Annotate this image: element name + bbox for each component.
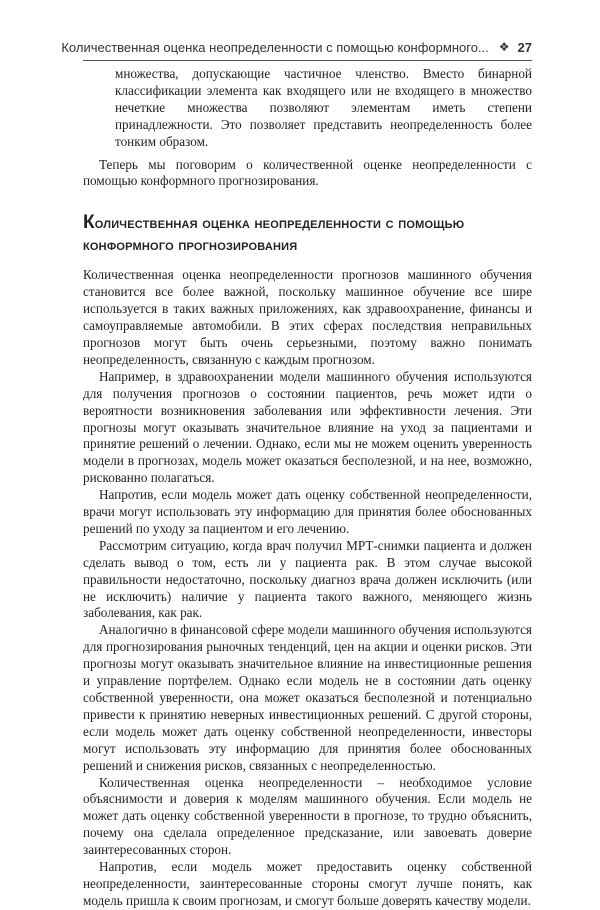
section-heading-rest: оличественная оценка неопределенности с помощью конформного прогнозирования	[83, 215, 465, 255]
running-header	[61, 36, 532, 58]
header-rule	[83, 60, 532, 61]
running-title: Количественная оценка неопределенности с помощью конформного...	[61, 39, 489, 55]
list-item-continuation: множества, допускающие частичное членство. Вместо бинарной классификации элемента как входящего или не входящего в множество нечеткие множества позволяют элементам иметь степени принадлежности. Это позволяет представить неопределенность более тонким образом.	[115, 66, 532, 149]
paragraph: Напротив, если модель может дать оценку собственной неопределенности, врачи могут использовать эту информацию для принятия более обоснованных решений по уходу за пациентом и его лечению.	[83, 487, 532, 536]
page-number: 27	[517, 39, 532, 55]
diamond-ornament-icon: ❖	[498, 40, 510, 54]
paragraph: Напротив, если модель может предоставить оценку собственной неопределенности, заинтересованные стороны смогут лучше понять, как модель пришла к своим прогнозам, и смогут больше доверять качеству модели.	[83, 859, 532, 908]
section-heading-initial: К	[83, 212, 95, 234]
paragraph: Например, в здравоохранении модели машинного обучения используются для получения прогнозов о состоянии пациентов, речь может идти о вероятности возникновения заболевания или эффективности лечения. Эти прогнозы могут оказывать значительное влияние на уход за пациентами и принятие решений о лечении. Однако, если мы не можем оценить уверенность модели в прогнозах, модель может оказаться бесполезной, и на нее, возможно, рискованно полагаться.	[83, 368, 532, 486]
paragraph: Количественная оценка неопределенности прогнозов машинного обучения становится все более важной, поскольку машинное обучение все шире используется в таких важных приложениях, как здравоохранение, финансы и самоуправляемые автомобили. В этих сферах последствия неправильных прогнозов могут быть очень серьезными, поэтому важно понимать неопределенность, связанную с каждым прогнозом.	[83, 267, 532, 367]
transition-paragraph: Теперь мы поговорим о количественной оценке неопределенности с помощью конформного прогнозирования.	[83, 156, 532, 189]
paragraph: Аналогично в финансовой сфере модели машинного обучения используются для прогнозирования рыночных тенденций, цен на акции и оценки рисков. Эти прогнозы могут оказывать значительное влияние на инвестиционные решения и управление портфелем. Однако если модель не в состоянии дать оценку собственной уверенности, она может оказаться бесполезной и потенциально привести к принятию неверных инвестиционных решений. С другой стороны, если модель может дать оценку собственной неопределенности, инвесторы могут использовать эту информацию для принятия более обоснованных решений и снижения рисков, связанных с неопределенностью.	[83, 622, 532, 773]
paragraph: Количественная оценка неопределенности – необходимое условие объяснимости и доверия к моделям машинного обучения. Если модель не может дать оценку собственной уверенности в прогнозе, то трудно объяснить, почему она сделала определенное предсказание, или завоевать доверие заинтересованных сторон.	[83, 774, 532, 858]
page-body	[83, 66, 532, 910]
paragraph: Рассмотрим ситуацию, когда врач получил МРТ-снимки пациента и должен сделать вывод о том, есть ли у пациента рак. В этом случае высокой правильности недостаточно, поскольку диагноз врача должен исключить (или не исключить) наличие у пациента такого важного, меняющего жизнь заболевания, как рак.	[83, 537, 532, 621]
section-heading	[83, 212, 532, 257]
